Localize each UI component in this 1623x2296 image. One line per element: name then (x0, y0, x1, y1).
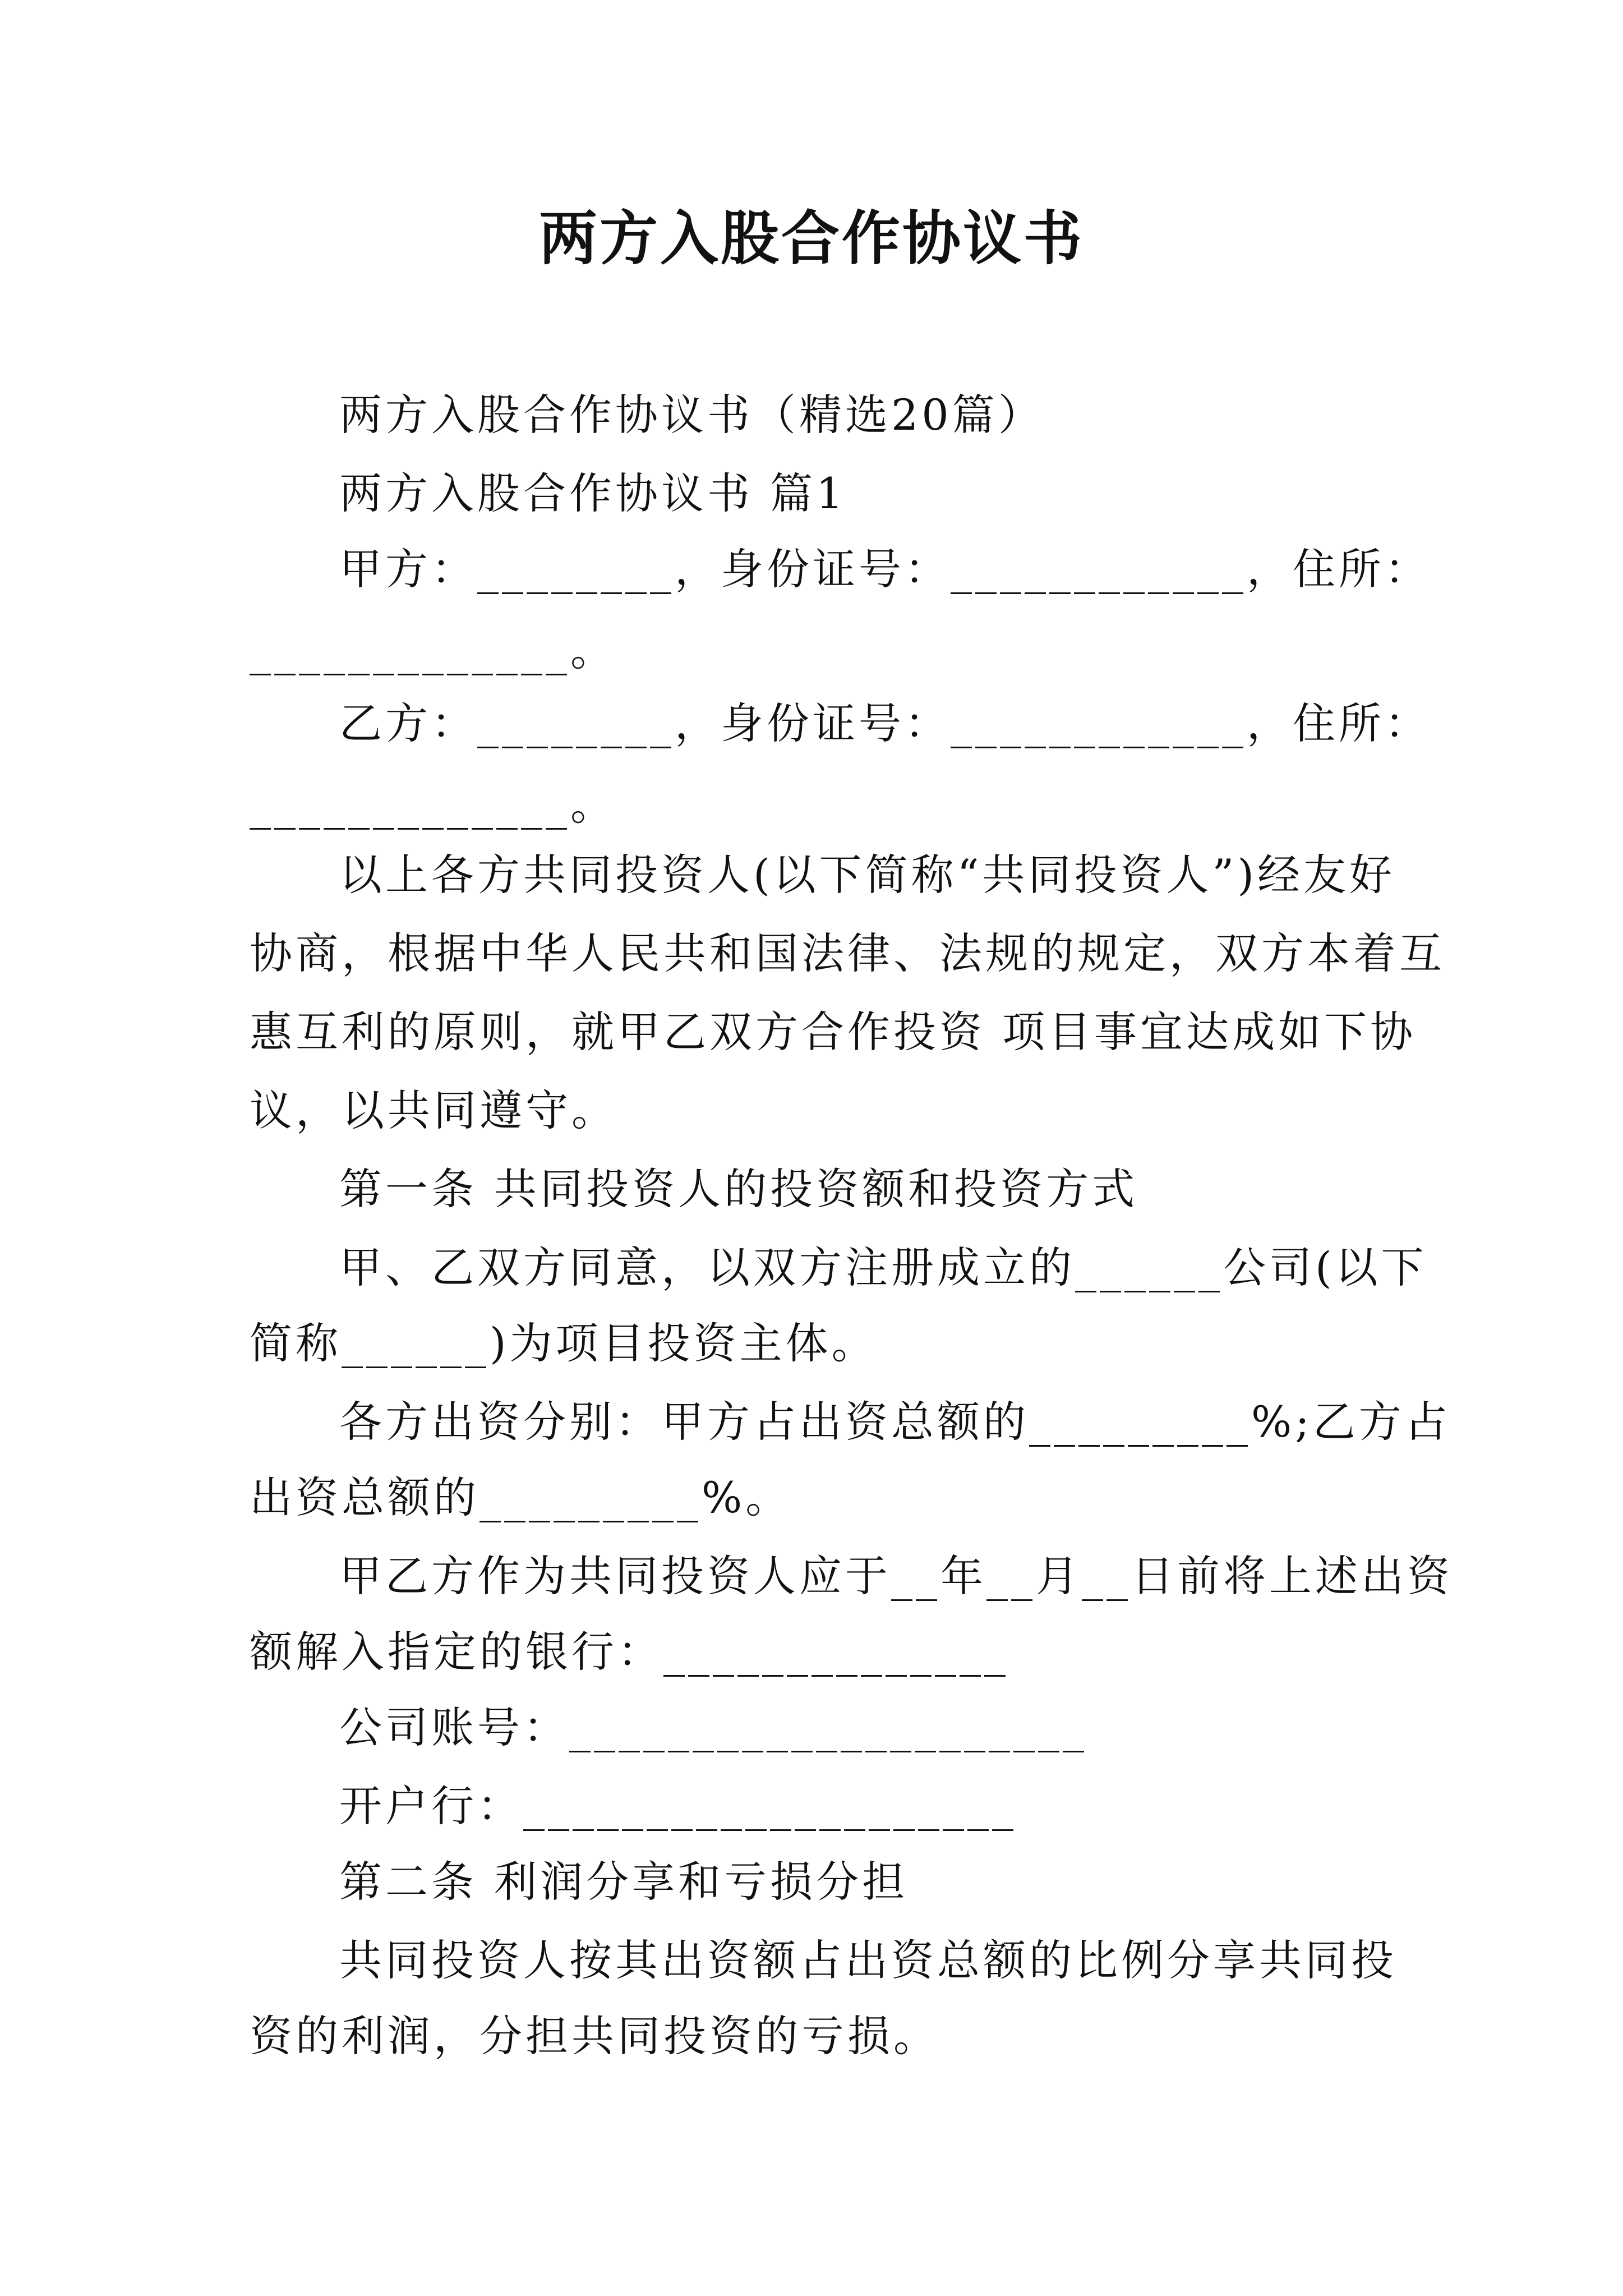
bank-line: 额解入指定的银行：______________ (250, 1627, 1009, 1677)
paragraph-line: 协商，根据中华人民共和国法律、法规的规定，双方本着互 (250, 928, 1445, 978)
article-heading: 第一条 共同投资人的投资额和投资方式 (339, 1164, 1138, 1214)
article-heading: 第二条 利润分享和亏损分担 (339, 1857, 909, 1907)
party-b-line: 乙方：________，身份证号：____________，住所： (339, 698, 1431, 748)
paragraph-line: 简称______)为项目投资主体。 (250, 1318, 878, 1368)
paragraph-line: 共同投资人按其出资额占出资总额的比例分享共同投 (339, 1935, 1397, 1985)
paragraph-line: 各方出资分别：甲方占出资总额的_________%;乙方占 (339, 1397, 1451, 1447)
document-title: 两方入股合作协议书 (538, 204, 1084, 273)
paragraph-line: 资的利润，分担共同投资的亏损。 (250, 2011, 939, 2061)
paragraph-line: 议，以共同遵守。 (250, 1085, 617, 1135)
account-number-line: 公司账号：_____________________ (339, 1703, 1087, 1752)
paragraph-line: 以上各方共同投资人(以下简称“共同投资人”)经友好 (339, 850, 1396, 900)
party-b-address-blank: _____________。 (250, 780, 616, 830)
opening-bank-line: 开户行：____________________ (339, 1781, 1017, 1831)
party-a-line: 甲方：________，身份证号：____________，住所： (339, 544, 1431, 594)
section-heading: 两方入股合作协议书 篇1 (339, 468, 847, 518)
paragraph-line: 惠互利的原则，就甲乙双方合作投资 项目事宜达成如下协 (250, 1007, 1417, 1057)
paragraph-line: 甲、乙双方同意，以双方注册成立的______公司(以下 (339, 1243, 1427, 1292)
subtitle-line: 两方入股合作协议书（精选20篇） (339, 390, 1044, 440)
party-a-address-blank: _____________。 (250, 625, 616, 675)
paragraph-line: 出资总额的_________%。 (250, 1473, 792, 1522)
paragraph-line: 甲乙方作为共同投资人应于__年__月__日前将上述出资 (339, 1551, 1453, 1601)
